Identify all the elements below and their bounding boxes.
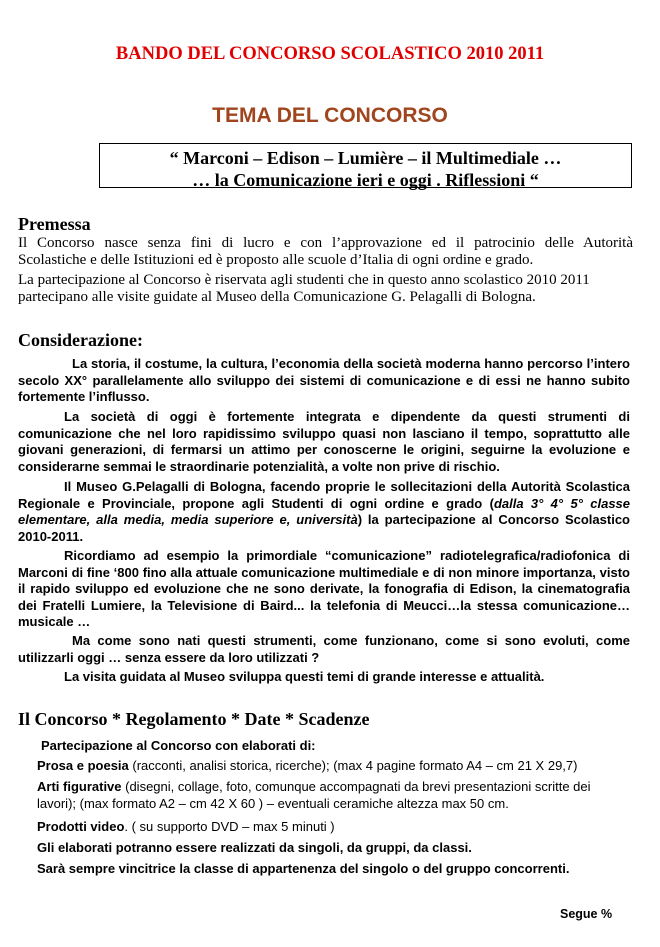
p3-start: Il Museo G.Pelagalli di Bologna, facendo proprie le sollecitazioni della Autorità Scolastica Regionale e Provinciale, propone agli Studenti di ogni ordine e grado (: [18, 479, 630, 511]
considerazione-paragraph-2: La società di oggi è fortemente integrata e dipendente da questi strumenti di comunicazione che nel loro rapidissimo sviluppo quasi non lasciano il tempo, soprattutto alle giovani generazioni, di fermarsi un attimo per conoscerne le origini, seguirne la evoluzione e considerarne semmai le straordinarie potenzialità, a volte non prive di rischio.: [18, 409, 630, 474]
elaborati-note: Gli elaborati potranno essere realizzati da singoli, da gruppi, da classi.: [37, 840, 472, 855]
video-label: Prodotti video: [37, 819, 125, 834]
prosa-text: (racconti, analisi storica, ricerche); (max 4 pagine formato A4 – cm 21 X 29,7): [128, 758, 578, 773]
considerazione-paragraph-6: La visita guidata al Museo sviluppa questi temi di grande interesse e attualità.: [64, 669, 545, 684]
premessa-heading: Premessa: [18, 214, 91, 234]
p3-end: ) la partecipazione al Concorso Scolastico 2010-2011.: [18, 512, 630, 544]
video-text: . ( su supporto DVD – max 5 minuti ): [124, 819, 335, 834]
partecipazione-intro: Partecipazione al Concorso con elaborati di:: [41, 738, 316, 753]
vincitrice-note: Sarà sempre vincitrice la classe di appartenenza del singolo o del gruppo concorrenti.: [37, 861, 570, 876]
premessa-paragraph-2: [18, 272, 633, 306]
tema-title: TEMA DEL CONCORSO: [212, 104, 448, 127]
video-item: [37, 819, 630, 836]
premessa-p1-line2: Scolastiche e delle Istituzioni ed è proposto alle scuole d’Italia di ogni ordine e grado.: [18, 252, 534, 268]
arti-text: (disegni, collage, foto, comunque accompagnati da brevi presentazioni scritte dei lavori); (max formato A2 – cm 42 X 60 ) – eventuali ceramiche altezza max 50 cm.: [37, 779, 591, 811]
arti-item: [37, 779, 630, 812]
considerazione-paragraph-3: [18, 479, 630, 545]
premessa-paragraph-1: [18, 235, 633, 269]
considerazione-paragraph-1: La storia, il costume, la cultura, l’economia della società moderna hanno percorso l’intero secolo XX° parallelamente allo sviluppo dei sistemi di comunicazione e di essi ne hanno subito fortemente l’influsso.: [18, 356, 630, 404]
considerazione-paragraph-4: Ricordiamo ad esempio la primordiale “comunicazione” radiotelegrafica/radiofonica di Marconi di fine ‘800 fino alla attuale comunicazione multimediale e di non minore importanza, visto il rapido sviluppo ed evoluzione che ne sono derivate, la fonografia di Edison, la cinematografia dei Fratelli Lumiere, la Televisione di Baird... la telefonia di Meucci…la stessa comunicazione… musicale …: [18, 548, 630, 629]
regolamento-heading: Il Concorso * Regolamento * Date * Scadenze: [18, 709, 370, 729]
premessa-p1-line1: Il Concorso nasce senza fini di lucro e con l’approvazione ed il patrocinio delle Autorità: [18, 235, 633, 251]
p3-italic: dalla 3° 4° 5° classe elementare, alla media, media superiore e, università: [18, 495, 631, 527]
theme-line-2: … la Comunicazione ieri e oggi . Riflessioni “: [192, 170, 539, 190]
prosa-label: Prosa e poesia: [37, 758, 129, 773]
theme-line-1: “ Marconi – Edison – Lumière – il Multimediale …: [169, 148, 562, 168]
bando-title: BANDO DEL CONCORSO SCOLASTICO 2010 2011: [115, 44, 545, 64]
premessa-p2-line1: La partecipazione al Concorso è riservata agli studenti che in questo anno scolastico 2010 2011: [18, 272, 590, 288]
prosa-item: [37, 758, 630, 775]
arti-label: Arti figurative: [37, 779, 122, 794]
theme-box: [99, 143, 632, 188]
segue-label: Segue %: [560, 907, 613, 921]
considerazione-paragraph-5: Ma come sono nati questi strumenti, come funzionano, come si sono evoluti, come utilizzarli oggi … senza essere da loro utilizzati ?: [18, 633, 630, 665]
premessa-p2-line2: partecipano alle visite guidate al Museo della Comunicazione G. Pelagalli di Bologna.: [18, 289, 536, 305]
considerazione-heading: Considerazione:: [18, 330, 143, 350]
